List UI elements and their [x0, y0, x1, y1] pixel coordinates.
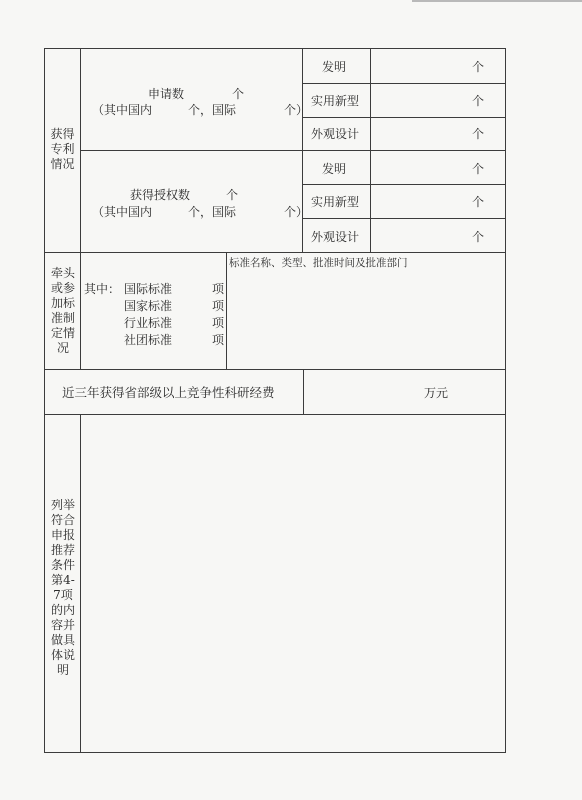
- border-left: [44, 48, 45, 753]
- patents-row-line-3: [302, 184, 506, 185]
- divider-funding-conditions: [44, 414, 506, 415]
- standards-list: [84, 281, 224, 349]
- border-right: [505, 48, 506, 753]
- patent-type-invention-granted: 发明: [322, 162, 347, 176]
- standard-name: 社团标准: [124, 333, 173, 347]
- patents-applied-line2: （其中国内 个，国际 个）: [92, 103, 309, 117]
- patents-granted-line1: 获得授权数 个: [130, 188, 239, 202]
- funding-divider: [303, 369, 304, 415]
- standards-row-association: [84, 332, 224, 349]
- standards-detail-header: 标准名称、类型、批准时间及批准部门: [229, 257, 408, 269]
- funding-label: 近三年获得省部级以上竞争性科研经费: [62, 385, 275, 400]
- standard-unit: 项: [212, 282, 225, 296]
- border-bottom: [44, 752, 506, 753]
- patents-granted-line2: （其中国内 个，国际 个）: [92, 205, 309, 219]
- conditions-label-divider: [80, 414, 81, 753]
- patent-unit-5: 个: [472, 195, 485, 209]
- standard-name: 国家标准: [124, 299, 173, 313]
- standard-name: 行业标准: [124, 316, 173, 330]
- patent-unit-1: 个: [472, 60, 485, 74]
- standard-name: 国际标准: [124, 282, 173, 296]
- standard-unit: 项: [212, 333, 225, 347]
- patent-unit-4: 个: [472, 162, 485, 176]
- standard-unit: 项: [212, 316, 225, 330]
- patent-type-utility-applied: 实用新型: [311, 94, 360, 108]
- patents-row-line-2: [302, 117, 506, 118]
- patents-section-label: 获得专利情况: [50, 127, 75, 171]
- funding-unit: 万元: [424, 386, 449, 400]
- standards-label-divider: [80, 252, 81, 370]
- patent-type-utility-granted: 实用新型: [311, 195, 360, 209]
- standards-prefix: 其中：: [84, 282, 121, 296]
- standards-row-international: [84, 281, 224, 298]
- patent-unit-2: 个: [472, 94, 485, 108]
- patent-unit-6: 个: [472, 230, 485, 244]
- standards-row-industry: [84, 315, 224, 332]
- patents-applied-line1: 申请数 个: [148, 87, 245, 101]
- standards-detail-divider: [226, 252, 227, 370]
- standard-unit: 项: [212, 299, 225, 313]
- patents-group-divider: [80, 150, 506, 151]
- scan-edge: [412, 0, 582, 2]
- divider-patents-standards: [44, 252, 506, 253]
- patent-type-invention-applied: 发明: [322, 60, 347, 74]
- divider-standards-funding: [44, 369, 506, 370]
- standards-row-national: [84, 298, 224, 315]
- standards-section-label: 牵头或参加标准制定情况: [50, 266, 75, 355]
- patents-row-line-4: [302, 218, 506, 219]
- patent-type-design-granted: 外观设计: [311, 230, 360, 244]
- patents-row-line-1: [302, 83, 506, 84]
- border-top: [44, 48, 506, 49]
- patent-type-design-applied: 外观设计: [311, 127, 360, 141]
- conditions-section-label: 列举符合申报推荐条件第4-7项的内容并做具体说明: [50, 498, 75, 677]
- patent-unit-3: 个: [472, 127, 485, 141]
